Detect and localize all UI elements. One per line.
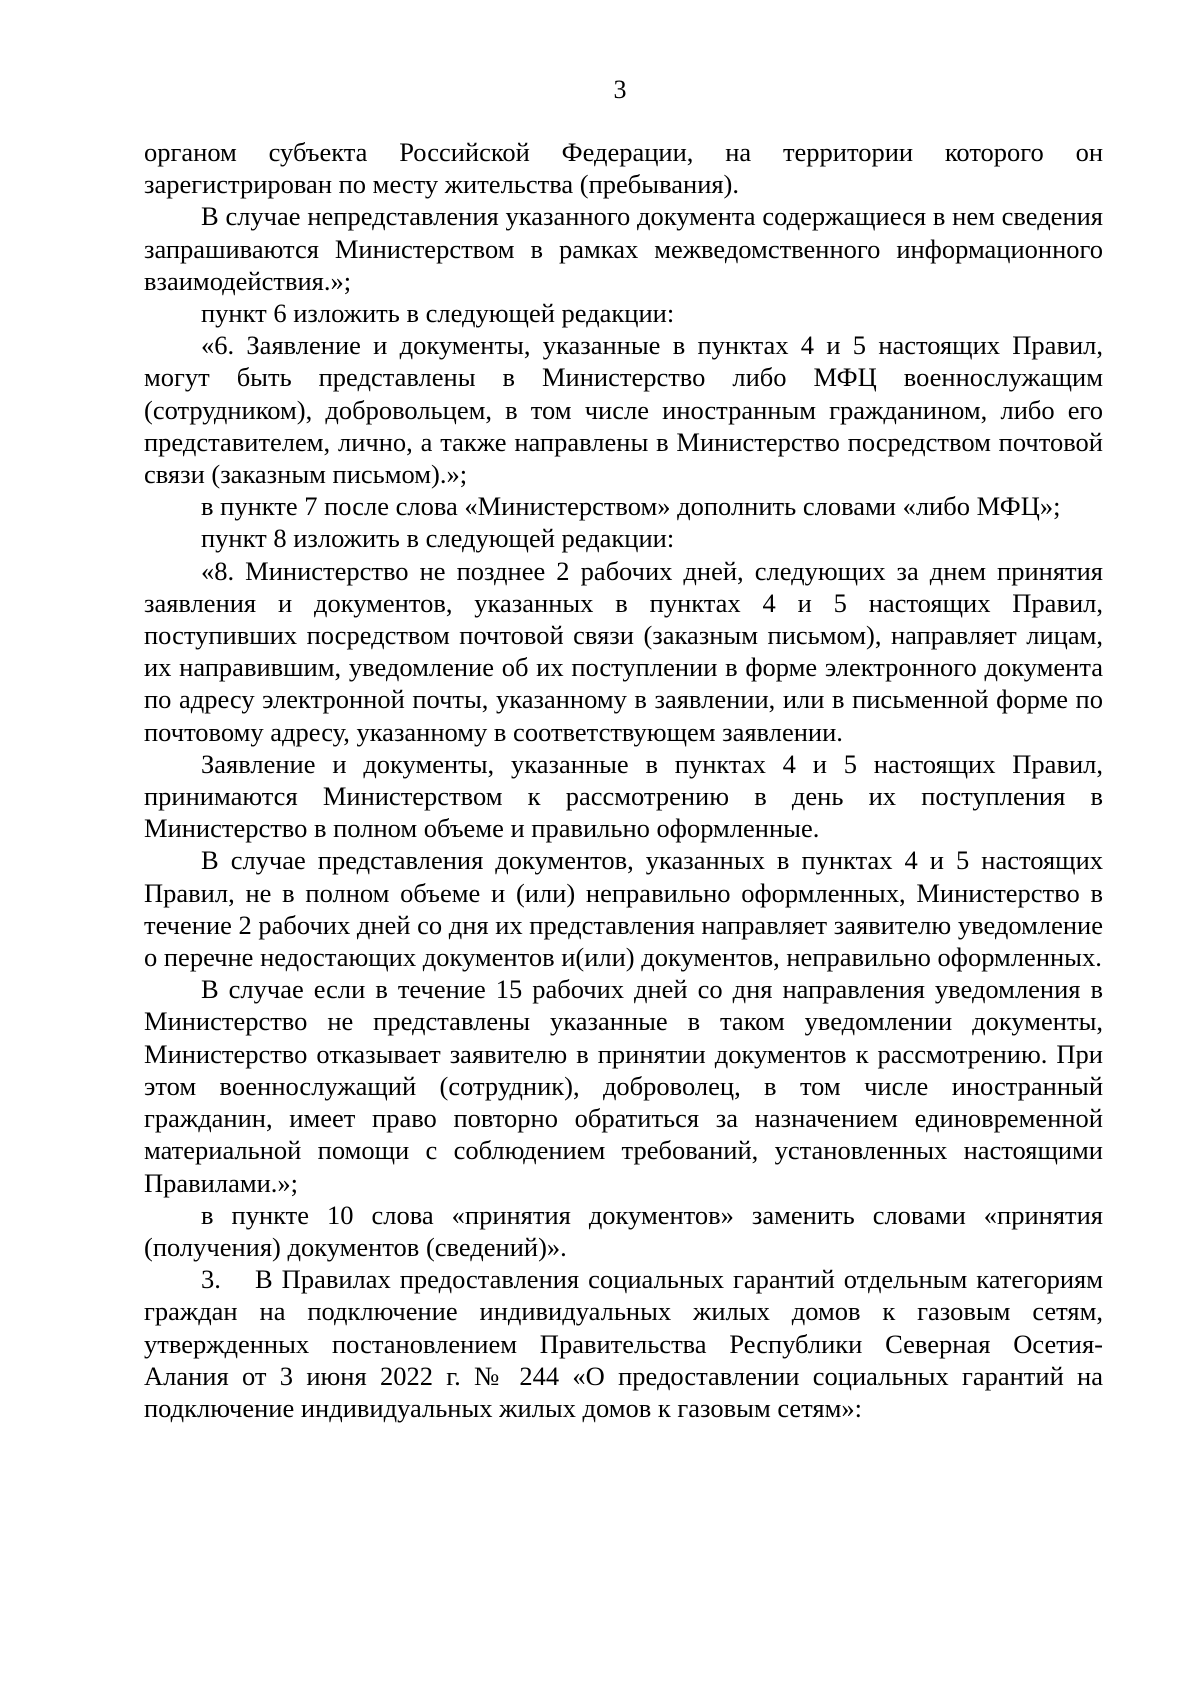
paragraph-amend-point-8: пункт 8 изложить в следующей редакции:: [201, 523, 675, 554]
paragraph-amend-point-7: в пункте 7 после слова «Министерством» дополнить словами «либо МФЦ»;: [201, 491, 1061, 522]
paragraph-point-8-text: «8. Министерство не позднее 2 рабочих дней, следующих за днем принятия заявления и документов, указанных в пунктах 4 и 5 настоящих Правил, поступивших посредством почтовой связи (заказным письмом), направляет лицам, их направившим, уведомление об их поступлении в форме электронного документа по адресу электронной почты, указанному в заявлении, или в письменной форме по почтовому адресу, указанному в соответствующем заявлении.: [144, 555, 1103, 747]
document-body: [144, 136, 1103, 1424]
item-text: В Правилах предоставления социальных гарантий отдельным категориям граждан на подключение индивидуальных жилых домов к газовым сетям, утвержденных постановлением Правительства Республики Северная Осетия-Алания от 3 июня 2022 г. № 244 «О предоставлении социальных гарантий на подключение индивидуальных жилых домов к газовым сетям»:: [144, 1264, 1103, 1423]
item-number: 3.: [201, 1264, 221, 1295]
paragraph-point-6-text: «6. Заявление и документы, указанные в пунктах 4 и 5 настоящих Правил, могут быть представлены в Министерство либо МФЦ военнослужащим (сотрудником), добровольцем, в том числе иностранным гражданином, либо его представителем, лично, а также направлены в Министерство посредством почтовой связи (заказным письмом).»;: [144, 330, 1103, 490]
paragraph-incomplete-docs: В случае представления документов, указанных в пунктах 4 и 5 настоящих Правил, не в полном объеме и (или) неправильно оформленных, Министерство в течение 2 рабочих дней со дня их представления направляет заявителю уведомление о перечне недостающих документов и(или) документов, неправильно оформленных.: [144, 845, 1103, 973]
page-number: 3: [613, 75, 627, 104]
numbered-item-3: [144, 1263, 1103, 1424]
paragraph-refusal: В случае если в течение 15 рабочих дней со дня направления уведомления в Министерство не представлены указанные в таком уведомлении документы, Министерство отказывает заявителю в принятии документов к рассмотрению. При этом военнослужащий (сотрудник), доброволец, в том числе иностранный гражданин, имеет право повторно обратиться за назначением единовременной материальной помощи с соблюдением требований, установленных настоящими Правилами.»;: [144, 974, 1103, 1198]
paragraph-continuation: органом субъекта Российской Федерации, на территории которого он зарегистрирован по месту жительства (пребывания).: [144, 137, 1103, 200]
paragraph-nonsubmission: В случае непредставления указанного документа содержащиеся в нем сведения запрашиваются Министерством в рамках межведомственного информационного взаимодействия.»;: [144, 201, 1103, 296]
paragraph-amend-point-6: пункт 6 изложить в следующей редакции:: [201, 298, 675, 329]
paragraph-amend-point-10: в пункте 10 слова «принятия документов» заменить словами «принятия (получения) документов (сведений)».: [144, 1199, 1103, 1262]
paragraph-acceptance: Заявление и документы, указанные в пунктах 4 и 5 настоящих Правил, принимаются Министерством к рассмотрению в день их поступления в Министерство в полном объеме и правильно оформленные.: [144, 748, 1103, 844]
